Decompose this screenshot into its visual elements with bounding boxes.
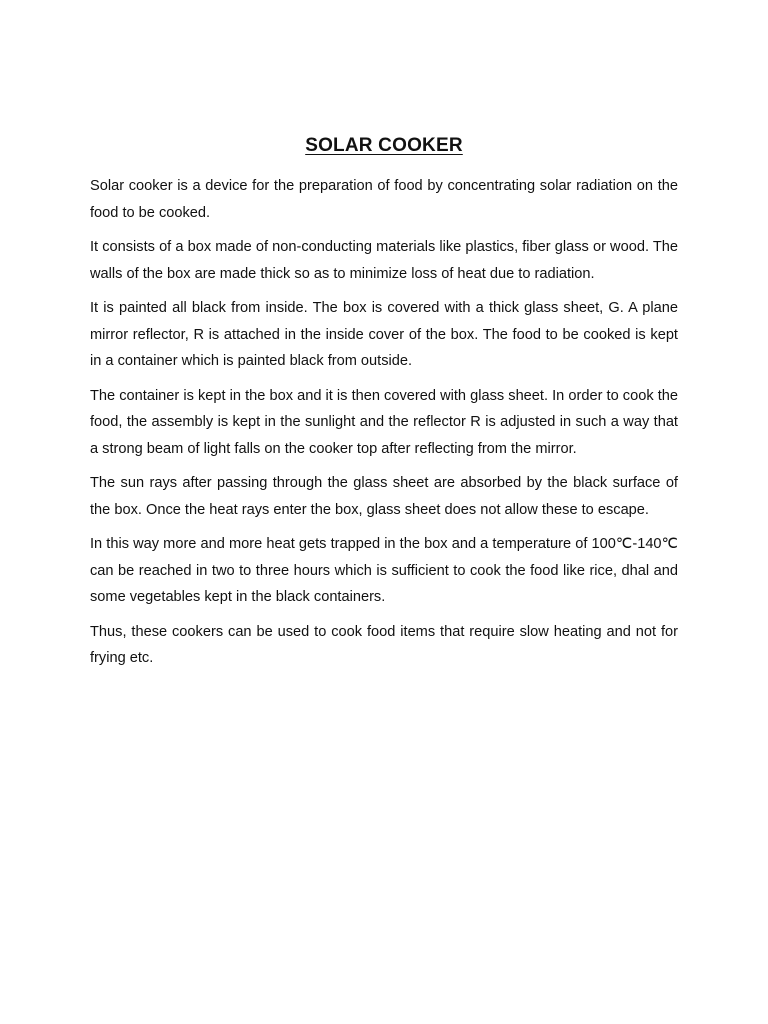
paragraph-working: The container is kept in the box and it is then covered with glass sheet. In order to cook the food, the assembly is kept in the sunlight and the reflector R is adjusted in such a way that a strong beam of light falls on the cooker top after reflecting from the mirror.: [90, 387, 678, 457]
paragraph-definition: Solar cooker is a device for the preparation of food by concentrating solar radiation on the food to be cooked.: [90, 178, 678, 221]
paragraph-glass-and-mirror: It is painted all black from inside. The box is covered with a thick glass sheet, G. A plane mirror reflector, R is attached in the inside cover of the box. The food to be cooked is kept in a container which is painted black from outside.: [90, 300, 678, 369]
paragraph-heat-absorption: The sun rays after passing through the glass sheet are absorbed by the black surface of the box. Once the heat rays enter the box, glass sheet does not allow these to escape.: [90, 475, 678, 518]
paragraph-conclusion: Thus, these cookers can be used to cook food items that require slow heating and not for frying etc.: [90, 623, 678, 666]
paragraph-temperature: In this way more and more heat gets trapped in the box and a temperature of 100℃-140℃ can be reached in two to three hours which is sufficient to cook the food like rice, dhal and some vegetables kept in the black containers.: [90, 536, 678, 605]
document-title: SOLAR COOKER: [305, 135, 463, 156]
paragraph-construction: It consists of a box made of non-conducting materials like plastics, fiber glass or wood. The walls of the box are made thick so as to minimize loss of heat due to radiation.: [90, 239, 678, 282]
